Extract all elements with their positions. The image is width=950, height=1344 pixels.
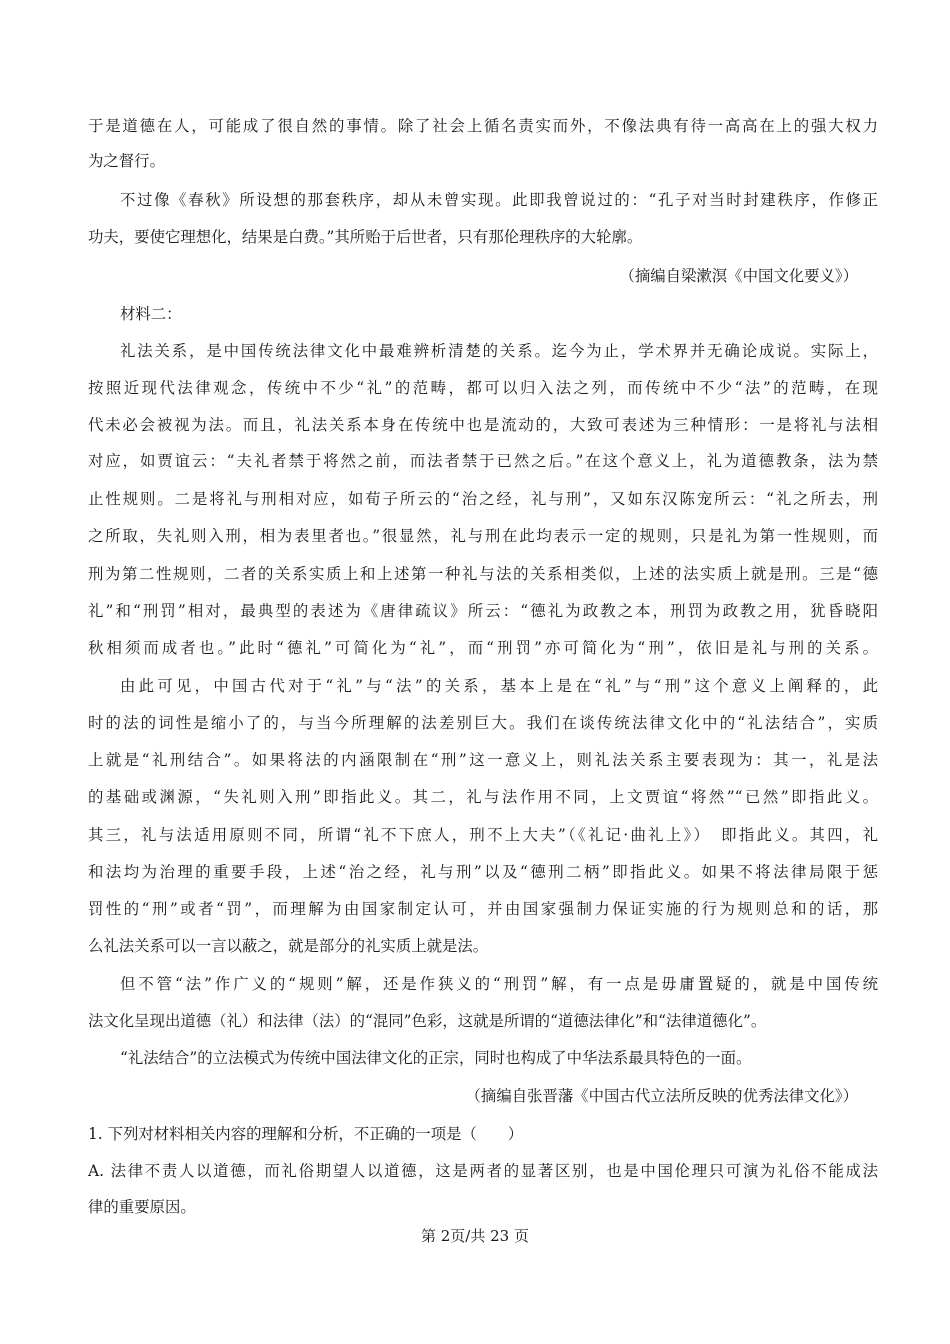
lifa-paragraph-line-6: 之所取，失礼则入刑，相为表里者也。”很显然，礼与刑在此均表示一定的规则，只是礼为第一性规则，而 bbox=[88, 527, 878, 545]
chunqiu-paragraph-line-1: 不过像《春秋》所设想的那套秩序，却从未曾实现。此即我曾说过的：“孔子对当时封建秩序，作修正 bbox=[120, 191, 878, 209]
lifa-paragraph-line-4: 对应，如贾谊云：“夫礼者禁于将然之前，而法者禁于已然之后。”在这个意义上，礼为道德教条，法为禁 bbox=[88, 452, 878, 470]
question-1-option-a-line-2: 律的重要原因。 bbox=[88, 1198, 196, 1216]
source-citation-2: （摘编自张晋藩《中国古代立法所反映的优秀法律文化》） bbox=[465, 1087, 858, 1105]
youci-paragraph-line-5: 其三，礼与法适用原则不同，所谓“礼不下庶人，刑不上大夫”（《礼记·曲礼上》） 即指此义。其四，礼 bbox=[88, 826, 878, 844]
lifa-paragraph-line-3: 代未必会被视为法。而且，礼法关系本身在传统中也是流动的，大致可表述为三种情形：一是将礼与法相 bbox=[88, 416, 878, 434]
danbuguan-paragraph-line-1: 但不管“法”作广义的“规则”解，还是作狭义的“刑罚”解，有一点是毋庸置疑的，就是中国传统 bbox=[120, 975, 878, 993]
source-citation-1: （摘编自梁漱溟《中国文化要义》） bbox=[619, 267, 858, 285]
lifa-paragraph-line-2: 按照近现代法律观念，传统中不少“礼”的范畴，都可以归入法之列，而传统中不少“法”的范畴，在现 bbox=[88, 379, 878, 397]
material-2-heading: 材料二： bbox=[120, 305, 182, 323]
lifa-paragraph-line-8: 礼”和“刑罚”相对，最典型的表述为《唐律疏议》所云：“德礼为政教之本，刑罚为政教之用，犹昏晓阳 bbox=[88, 602, 878, 620]
youci-paragraph-line-2: 时的法的词性是缩小了的，与当今所理解的法差别巨大。我们在谈传统法律文化中的“礼法结合”，实质 bbox=[88, 714, 878, 732]
chunqiu-paragraph-line-2: 功夫，要使它理想化，结果是白费。”其所贻于后世者，只有那伦理秩序的大轮廓。 bbox=[88, 228, 643, 246]
continuation-line-1: 于是道德在人，可能成了很自然的事情。除了社会上循名责实而外，不像法典有待一高高在上的强大权力 bbox=[88, 117, 878, 135]
lifa-paragraph-line-7: 刑为第二性规则，二者的关系实质上和上述第一种礼与法的关系相类似，上述的法实质上就是刑。三是“德 bbox=[88, 565, 878, 583]
lifajiehe-paragraph: “礼法结合”的立法模式为传统中国法律文化的正宗，同时也构成了中华法系最具特色的一面。 bbox=[120, 1049, 752, 1067]
youci-paragraph-line-1: 由此可见，中国古代对于“礼”与“法”的关系，基本上是在“礼”与“刑”这个意义上阐释的，此 bbox=[120, 677, 878, 695]
continuation-line-2: 为之督行。 bbox=[88, 152, 165, 170]
lifa-paragraph-line-5: 止性规则。二是将礼与刑相对应，如荀子所云的“治之经，礼与刑”，又如东汉陈宠所云：“礼之所去，刑 bbox=[88, 490, 878, 508]
youci-paragraph-line-7: 罚性的“刑”或者“罚”，而理解为由国家制定认可，并由国家强制力保证实施的行为规则总和的话，那 bbox=[88, 900, 878, 918]
page-number-footer: 第 2页/共 23 页 bbox=[421, 1227, 529, 1245]
youci-paragraph-line-4: 的基础或渊源，“失礼则入刑”即指此义。其二，礼与法作用不同，上文贾谊“将然”“已然”即指此义。 bbox=[88, 788, 878, 806]
youci-paragraph-line-6: 和法均为治理的重要手段，上述“治之经，礼与刑”以及“德刑二柄”即指此义。如果不将法律局限于惩 bbox=[88, 863, 878, 881]
danbuguan-paragraph-line-2: 法文化呈现出道德（礼）和法律（法）的“混同”色彩，这就是所谓的“道德法律化”和“法律道德化”。 bbox=[88, 1012, 767, 1030]
question-1-option-a-line-1: A. 法律不责人以道德，而礼俗期望人以道德，这是两者的显著区别，也是中国伦理只可演为礼俗不能成法 bbox=[88, 1162, 878, 1180]
youci-paragraph-line-3: 上就是“礼刑结合”。如果将法的内涵限制在“刑”这一意义上，则礼法关系主要表现为：其一，礼是法 bbox=[88, 751, 878, 769]
lifa-paragraph-line-9: 秋相须而成者也。”此时“德礼”可简化为“礼”，而“刑罚”亦可简化为“刑”，依旧是礼与刑的关系。 bbox=[88, 639, 878, 657]
question-1-stem: 1. 下列对材料相关内容的理解和分析，不正确的一项是（ ） bbox=[88, 1125, 524, 1143]
lifa-paragraph-line-1: 礼法关系，是中国传统法律文化中最难辨析清楚的关系。迄今为止，学术界并无确论成说。实际上， bbox=[120, 342, 878, 360]
youci-paragraph-line-8: 么礼法关系可以一言以蔽之，就是部分的礼实质上就是法。 bbox=[88, 937, 489, 955]
